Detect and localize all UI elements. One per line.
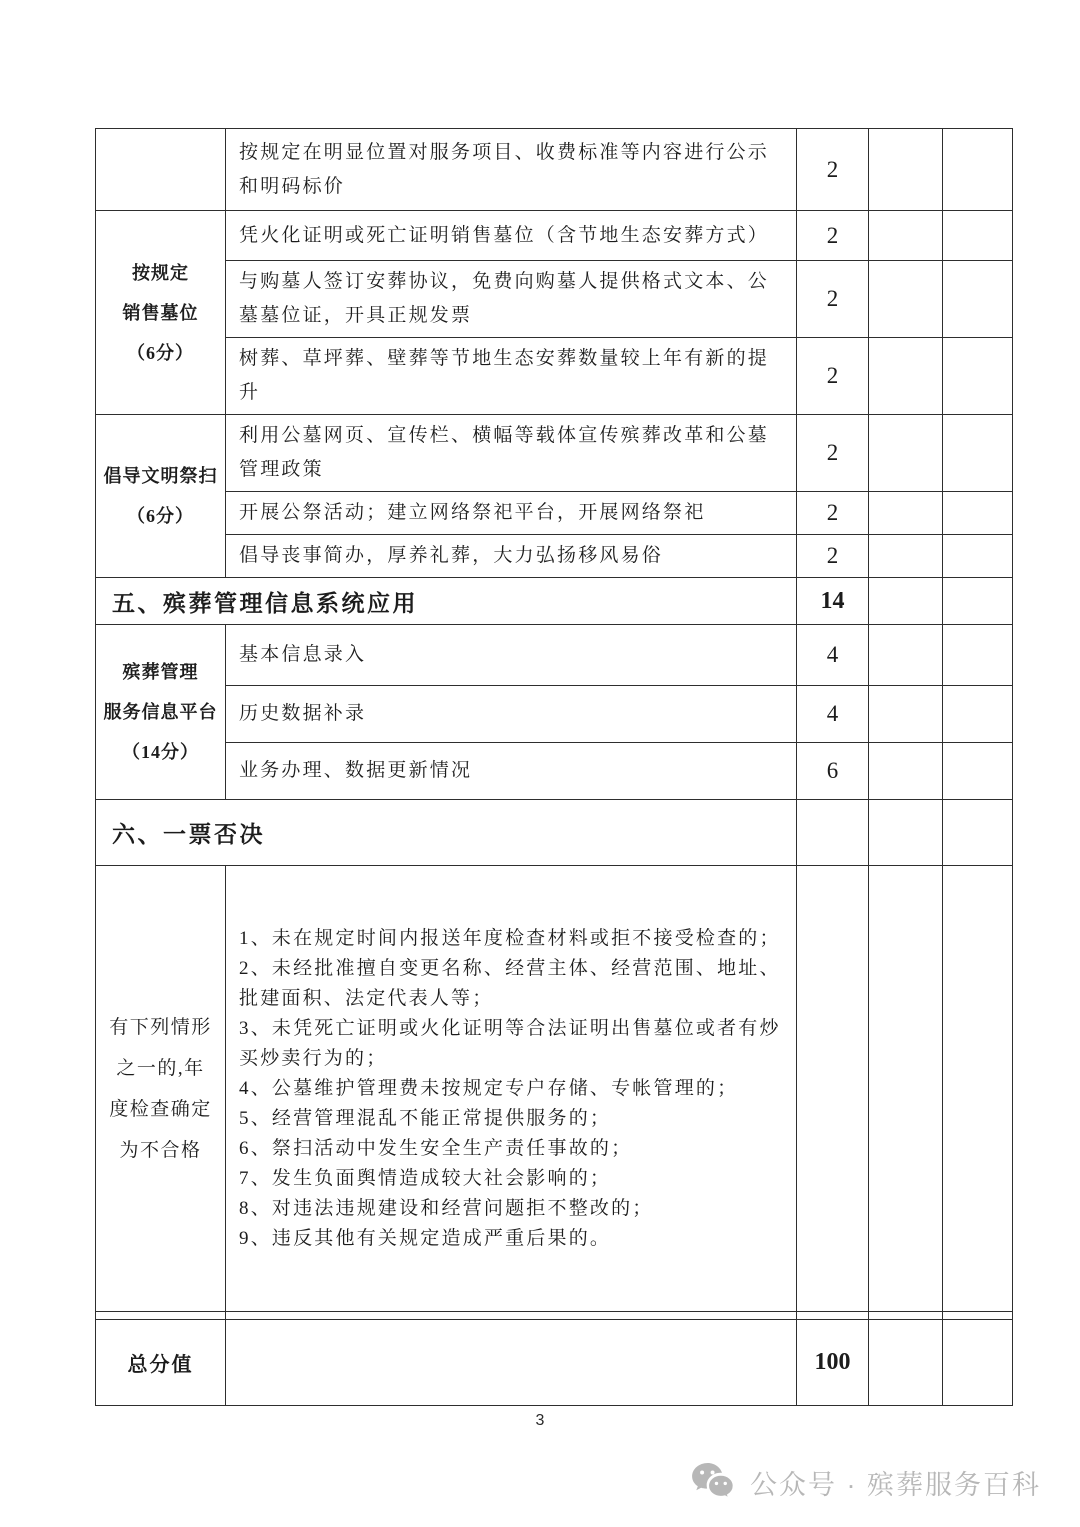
table-row <box>96 415 1013 492</box>
table-row <box>96 492 1013 535</box>
empty-cell <box>869 866 943 1312</box>
score-cell: 2 <box>797 129 869 211</box>
empty-cell <box>869 415 943 492</box>
empty-cell <box>943 129 1013 211</box>
category-line: 之一的,年 <box>116 1057 205 1079</box>
assessment-table <box>95 128 1013 1406</box>
category-line: 销售墓位 <box>122 302 199 323</box>
table-row <box>96 535 1013 578</box>
veto-rule: 2、未经批准擅自变更名称、经营主体、经营范围、地址、批建面积、法定代表人等； <box>239 957 781 1009</box>
empty-cell <box>869 1320 943 1406</box>
criterion-cell: 开展公祭活动；建立网络祭祀平台，开展网络祭祀 <box>226 492 797 535</box>
category-line: 有下列情形 <box>109 1016 212 1038</box>
criterion-cell: 业务办理、数据更新情况 <box>226 743 797 800</box>
empty-cell <box>943 415 1013 492</box>
criterion-cell: 按规定在明显位置对服务项目、收费标准等内容进行公示和明码标价 <box>226 129 797 211</box>
section-header-row <box>96 578 1013 625</box>
empty-cell <box>943 625 1013 686</box>
category-line: （6分） <box>127 506 194 526</box>
empty-cell <box>943 1320 1013 1406</box>
empty-cell <box>797 866 869 1312</box>
category-line: 倡导文明祭扫 <box>103 466 218 486</box>
criterion-cell: 基本信息录入 <box>226 625 797 686</box>
empty-cell <box>226 1320 797 1406</box>
table-row <box>96 261 1013 338</box>
category-line: 服务信息平台 <box>103 702 218 722</box>
score-cell: 2 <box>797 492 869 535</box>
empty-cell <box>869 129 943 211</box>
empty-cell <box>943 535 1013 578</box>
score-cell: 2 <box>797 211 869 261</box>
veto-rule: 7、发生负面舆情造成较大社会影响的； <box>239 1167 612 1189</box>
veto-rule: 9、违反其他有关规定造成严重后果的。 <box>239 1227 612 1249</box>
score-cell: 6 <box>797 743 869 800</box>
empty-cell <box>943 866 1013 1312</box>
veto-rule: 8、对违法违规建设和经营问题拒不整改的； <box>239 1197 654 1219</box>
empty-cell <box>869 625 943 686</box>
empty-cell <box>797 1312 869 1320</box>
empty-cell <box>869 261 943 338</box>
empty-cell <box>943 1312 1013 1320</box>
veto-rule: 6、祭扫活动中发生安全生产责任事故的； <box>239 1137 633 1159</box>
empty-cell <box>869 211 943 261</box>
table-row <box>96 625 1013 686</box>
empty-cell <box>869 578 943 625</box>
section-title-6: 六、一票否决 <box>96 800 797 866</box>
criterion-cell: 历史数据补录 <box>226 686 797 743</box>
empty-cell <box>943 338 1013 415</box>
veto-row <box>96 866 1013 1312</box>
empty-cell <box>943 492 1013 535</box>
table-row <box>96 211 1013 261</box>
veto-rule: 1、未在规定时间内报送年度检查材料或拒不接受检查的； <box>239 927 781 949</box>
table-row <box>96 338 1013 415</box>
empty-cell <box>226 1312 797 1320</box>
section-score-cell: 14 <box>797 578 869 625</box>
score-cell: 4 <box>797 625 869 686</box>
veto-rule: 5、经营管理混乱不能正常提供服务的； <box>239 1107 612 1129</box>
criterion-cell: 树葬、草坪葬、壁葬等节地生态安葬数量较上年有新的提升 <box>226 338 797 415</box>
score-cell: 2 <box>797 535 869 578</box>
page-number: 3 <box>535 1412 545 1429</box>
empty-cell <box>96 1312 226 1320</box>
empty-cell <box>869 686 943 743</box>
criterion-cell: 利用公墓网页、宣传栏、横幅等载体宣传殡葬改革和公墓管理政策 <box>226 415 797 492</box>
category-cell-sale <box>96 211 226 415</box>
empty-cell <box>869 743 943 800</box>
table-row <box>96 743 1013 800</box>
empty-cell <box>943 261 1013 338</box>
total-row <box>96 1320 1013 1406</box>
empty-cell <box>869 1312 943 1320</box>
category-line: 殡葬管理 <box>122 662 199 682</box>
empty-cell <box>869 535 943 578</box>
category-cell-veto <box>96 866 226 1312</box>
wechat-icon <box>691 1462 737 1502</box>
criterion-cell: 凭火化证明或死亡证明销售墓位（含节地生态安葬方式） <box>226 211 797 261</box>
criterion-cell: 倡导丧事简办，厚养礼葬，大力弘扬移风易俗 <box>226 535 797 578</box>
divider-gap-row <box>96 1312 1013 1320</box>
score-cell: 4 <box>797 686 869 743</box>
empty-cell <box>943 211 1013 261</box>
table-row <box>96 129 1013 211</box>
category-line: 按规定 <box>132 262 189 283</box>
watermark-text: 公众号 · 殡葬服务百科 <box>750 1469 1041 1500</box>
veto-rule: 3、未凭死亡证明或火化证明等合法证明出售墓位或者有炒买炒卖行为的； <box>239 1017 781 1069</box>
empty-cell <box>869 800 943 866</box>
total-label-cell: 总分值 <box>96 1320 226 1406</box>
score-cell: 2 <box>797 338 869 415</box>
veto-rules-cell <box>226 866 797 1312</box>
total-score-cell: 100 <box>797 1320 869 1406</box>
empty-cell <box>797 800 869 866</box>
empty-cell <box>943 686 1013 743</box>
section-header-row <box>96 800 1013 866</box>
veto-rule: 4、公墓维护管理费未按规定专户存储、专帐管理的； <box>239 1077 739 1099</box>
score-cell: 2 <box>797 261 869 338</box>
empty-cell <box>943 800 1013 866</box>
empty-cell <box>943 578 1013 625</box>
category-line: （14分） <box>122 742 199 762</box>
category-cell-platform <box>96 625 226 800</box>
criterion-cell: 与购墓人签订安葬协议，免费向购墓人提供格式文本、公墓墓位证，开具正规发票 <box>226 261 797 338</box>
empty-cell <box>869 492 943 535</box>
empty-cell <box>943 743 1013 800</box>
score-cell: 2 <box>797 415 869 492</box>
table-row <box>96 686 1013 743</box>
category-line: 度检查确定 <box>109 1098 212 1120</box>
category-line: （6分） <box>127 342 194 363</box>
watermark <box>691 1462 1041 1502</box>
empty-cell <box>869 338 943 415</box>
empty-category-cell <box>96 129 226 211</box>
category-cell-civil <box>96 415 226 578</box>
category-line: 为不合格 <box>119 1139 202 1161</box>
section-title-5: 五、殡葬管理信息系统应用 <box>96 578 797 625</box>
